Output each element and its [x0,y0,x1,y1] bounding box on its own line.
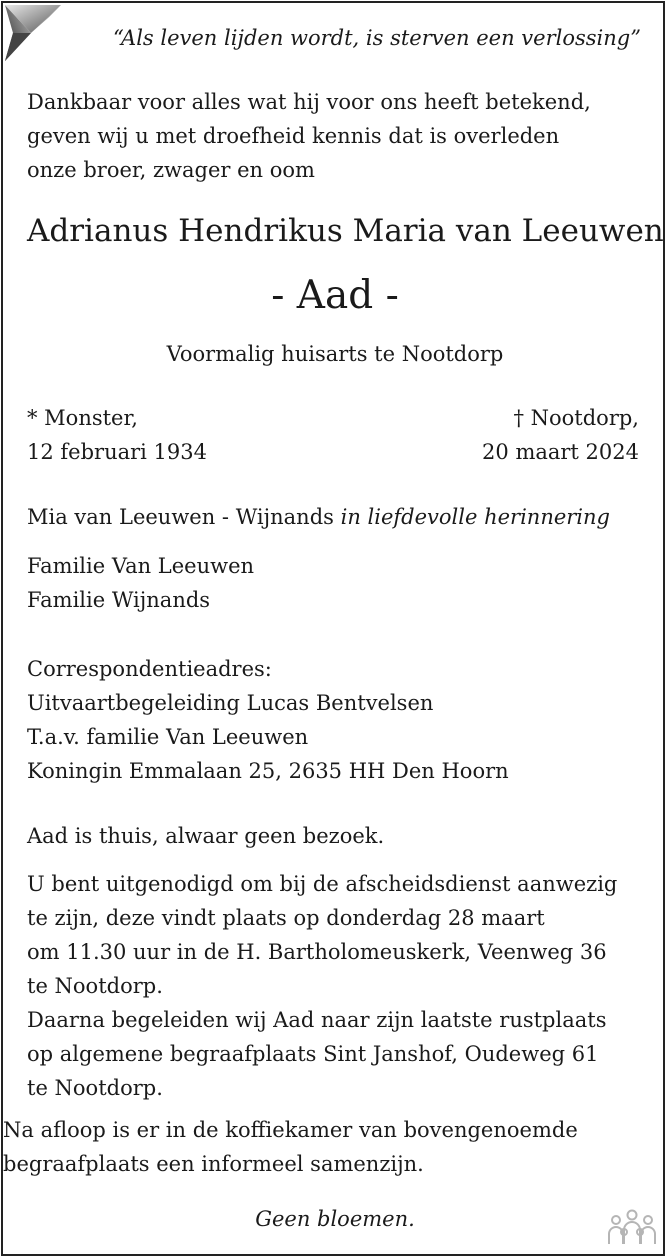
invitation-line: te Nootdorp. [27,974,163,998]
gathering-line: begraafplaats een informeel samenzijn. [3,1152,424,1176]
family-item: Familie Van Leeuwen [27,554,255,578]
birth-date: 12 februari 1934 [27,440,207,464]
home-note: Aad is thuis, alwaar geen bezoek. [27,824,385,848]
deceased-occupation: Voormalig huisarts te Nootdorp [166,342,504,366]
gathering-note [3,1113,578,1181]
invitation-line: om 11.30 uur in de H. Bartholomeuskerk, Veenweg 36 [27,940,607,964]
intro-line: geven wij u met droefheid kennis dat is overleden [27,124,560,148]
invitation-line: op algemene begraafplaats Sint Janshof, Oudeweg 61 [27,1042,599,1066]
intro-line: onze broer, zwager en oom [27,158,315,182]
partner-line [27,500,610,534]
invitation-line: U bent uitgenodigd om bij de afscheidsdienst aanwezig [27,872,618,896]
people-group-icon [607,1208,657,1246]
family-list [27,549,254,617]
death-place: † Nootdorp, [513,406,639,430]
address-line: Koningin Emmalaan 25, 2635 HH Den Hoorn [27,759,509,783]
intro-line: Dankbaar voor alles wat hij voor ons heeft betekend, [27,90,591,114]
obituary-card [1,1,665,1256]
address-line: T.a.v. familie Van Leeuwen [27,725,309,749]
birth-place: * Monster, [27,406,138,430]
deceased-name: Adrianus Hendrikus Maria van Leeuwen [27,213,664,249]
partner-name: Mia van Leeuwen - Wijnands [27,505,334,529]
partner-note: in liefdevolle herinnering [340,505,610,529]
correspondence-address [27,652,509,788]
gathering-line: Na afloop is er in de koffiekamer van bovengenoemde [3,1118,578,1142]
deceased-nickname: - Aad - [271,273,399,318]
invitation-line: te zijn, deze vindt plaats op donderdag 28 maart [27,906,545,930]
invitation-line: te Nootdorp. [27,1076,163,1100]
intro-text [27,85,591,187]
no-flowers-note: Geen bloemen. [255,1207,415,1231]
death-info [482,401,639,469]
star-ribbon-icon [3,3,63,63]
invitation-line: Daarna begeleiden wij Aad naar zijn laatste rustplaats [27,1008,607,1032]
family-item: Familie Wijnands [27,588,211,612]
address-line: Correspondentieadres: [27,657,272,681]
birth-info [27,401,207,469]
death-date: 20 maart 2024 [482,440,639,464]
address-line: Uitvaartbegeleiding Lucas Bentvelsen [27,691,434,715]
quote: “Als leven lijden wordt, is sterven een verlossing” [113,26,641,50]
service-invitation [27,867,617,1105]
